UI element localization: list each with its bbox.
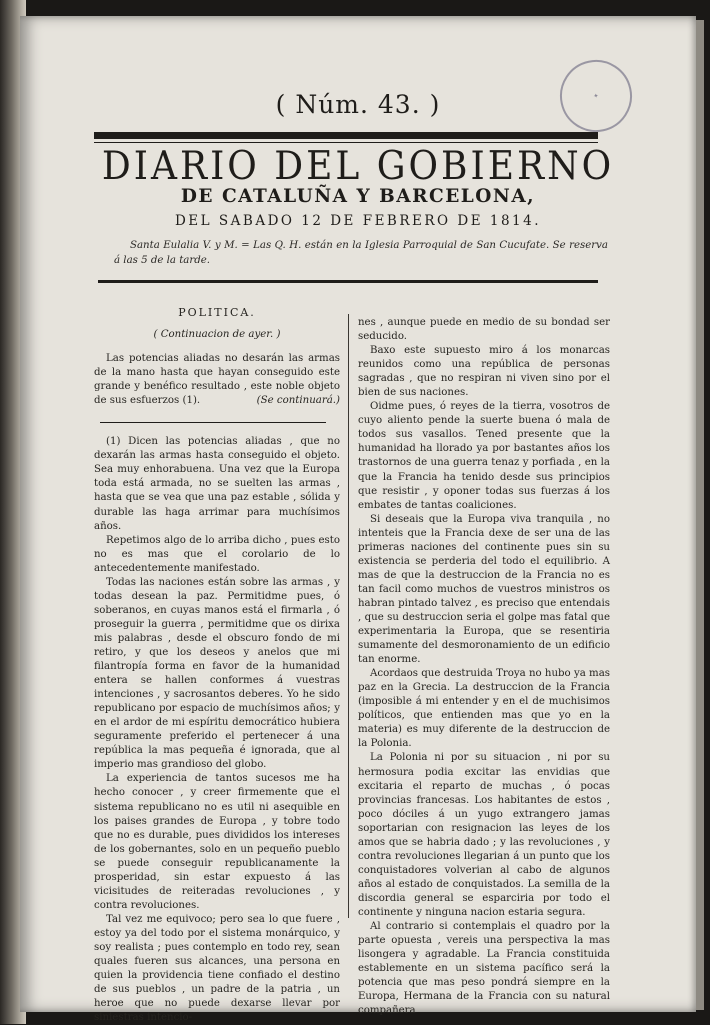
body-paragraph: Baxo este supuesto miro á los monarcas reunidos como una república de personas sagradas , que no respiran ni viven sino por el bien de sus naciones.: [358, 345, 610, 399]
body-paragraph: nes , aunque puede en medio de su bondad ser seducido.: [358, 317, 610, 343]
newspaper-title: DIARIO DEL GOBIERNO: [101, 144, 615, 189]
newspaper-page: [20, 16, 696, 1024]
column-divider: [348, 314, 349, 918]
body-paragraph: Acordaos que destruida Troya no hubo ya mas paz en la Grecia. La destruccion de la Francia (imposible á mi entender y en el de muchisimos políticos, que entienden mas que yo en la materia) es muy diferente de la destruccion de la Polonia.: [358, 668, 610, 750]
newspaper-subtitle: DE CATALUÑA Y BARCELONA,: [180, 186, 536, 207]
footnote-paragraph: La experiencia de tantos sucesos me ha hecho conocer , y creer firmemente que el sistema republicano no es util ni asequible en los paises grandes de Europa , y tobre todo que no es durable, pues divididos los intereses de los gobernantes, solo en un pequeño pueblo se puede conseguir republicanamente la prosperidad, sin estar expuesto á las vicisitudes de reiteradas revoluciones , y contra revoluciones.: [94, 773, 340, 911]
dateline: DEL SABADO 12 DE FEBRERO DE 1814.: [174, 213, 542, 229]
body-paragraph: Si deseais que la Europa viva tranquila , no intenteis que la Francia dexe de ser una de las primeras naciones del continente pues sin su existencia se perderia del todo el equilibrio. A mas de que la destruccion de la Francia no es tan facil como muchos de vuestros ministros os habran pintado talvez , es preciso que entendais , que su destruccion seria el golpe mas fatal que experimentaria la Europa, que se resentiria sumamente del desmoronamiento de un edificio tan enorme.: [358, 513, 610, 666]
religious-notice: Santa Eulalia V. y M. = Las Q. H. están en la Iglesia Parroquial de San Cucufate. Se reserva á las 5 de la tarde.: [114, 240, 608, 266]
continuation-note: ( Continuacion de ayer. ): [153, 329, 281, 341]
header-rule: [98, 280, 598, 283]
footnote-paragraph: Tal vez me equivoco; pero sea lo que fuere , estoy ya del todo por el sistema monárquico, y soy realista ; pues contemplo en todo rey, sean quales fueren sus alcances, una persona en quien la providencia tiene confiado el destino de sus pueblos , un padre de la patria , un heroe que no puede dexarse llevar por siniestras intencio-: [94, 913, 340, 1024]
body-paragraph: Al contrario si contemplais el quadro por la parte opuesta , vereis una perspectiva la mas lisongera y agradable. La Francia constituida establemente en un sistema pacífico será la potencia que mas peso pondrá siempre en la Europa, Hermana de la Francia con su natural compañera: [358, 921, 610, 1017]
issue-number: ( Núm. 43. ): [275, 90, 441, 119]
body-paragraph: Oidme pues, ó reyes de la tierra, vosotros de cuyo aliento pende la suerte buena ó mala de todos sus vasallos. Tened presente que la humanidad ha llorado ya por bastantes años los trastornos de una guerra tenaz y porfiada , en la que la Francia ha tenido desde sus principios que resistir , y oponer todas sus fuerzas á los embates de tantas coaliciones.: [358, 401, 610, 511]
footnote-paragraph: (1) Dicen las potencias aliadas , que no dexarán las armas hasta conseguido el objeto. Sea muy enhorabuena. Una vez que la Europa toda está armada, no se suelten las armas , hasta que se vea que una paz estable , sólida y durable las haga arrimar para muchísimos años.: [94, 436, 340, 532]
footnote-paragraph: Repetimos algo de lo arriba dicho , pues esto no es mas que el corolario de lo antecedentemente manifestado.: [94, 534, 340, 574]
to-be-continued: (Se continuará.): [256, 395, 340, 407]
footnote-paragraph: Todas las naciones están sobre las armas , y todas desean la paz. Permitidme pues, ó soberanos, en cuyas manos está el firmarla , ó proseguir la guerra , permitidme que os dirixa mis palabras , desde el obscuro fondo de mi retiro, y que los deseos y anelos que mi filantropía forma en favor de la humanidad entera se hallen conformes á vuestras intenciones , y sacrosantos deberes. Yo he sido republicano por espacio de muchísimos años; y en el ardor de mi espíritu democrático hubiera seguramente preferido el pertenecer á una república la mas pequeña é ignorada, que al imperio mas grandioso del globo.: [94, 576, 340, 771]
section-heading: POLITICA.: [178, 306, 256, 319]
library-stamp-icon: ✦: [553, 53, 638, 138]
left-column: [94, 306, 340, 1025]
intro-paragraph: [94, 352, 340, 408]
intro-text: Las potencias aliadas no desarán las armas de la mano hasta que hayan conseguido este grande y benéfico resultado , este noble objeto de sus esfuerzos (1).: [94, 353, 340, 407]
body-paragraph: La Polonia ni por su situacion , ni por su hermosura podia excitar las envidias que excitaria el reparto de muchas , ó pocas provincias francesas. Los habitantes de estos , poco dóciles á un yugo extrangero jamas soportarian con resignacion las leyes de los amos que se habria dado ; y las revoluciones , y contra revoluciones llegarian á un punto que los conquistadores volverian al cabo de algunos años al estado de conquistados. La semilla de la discordia general se esparciria por todo el continente y ninguna nacion estaria segura.: [358, 752, 610, 918]
footnote-rule: [100, 422, 326, 423]
title-rule-thick: [94, 132, 598, 139]
title-rule-thin: [94, 142, 598, 143]
right-column: [358, 316, 610, 1018]
